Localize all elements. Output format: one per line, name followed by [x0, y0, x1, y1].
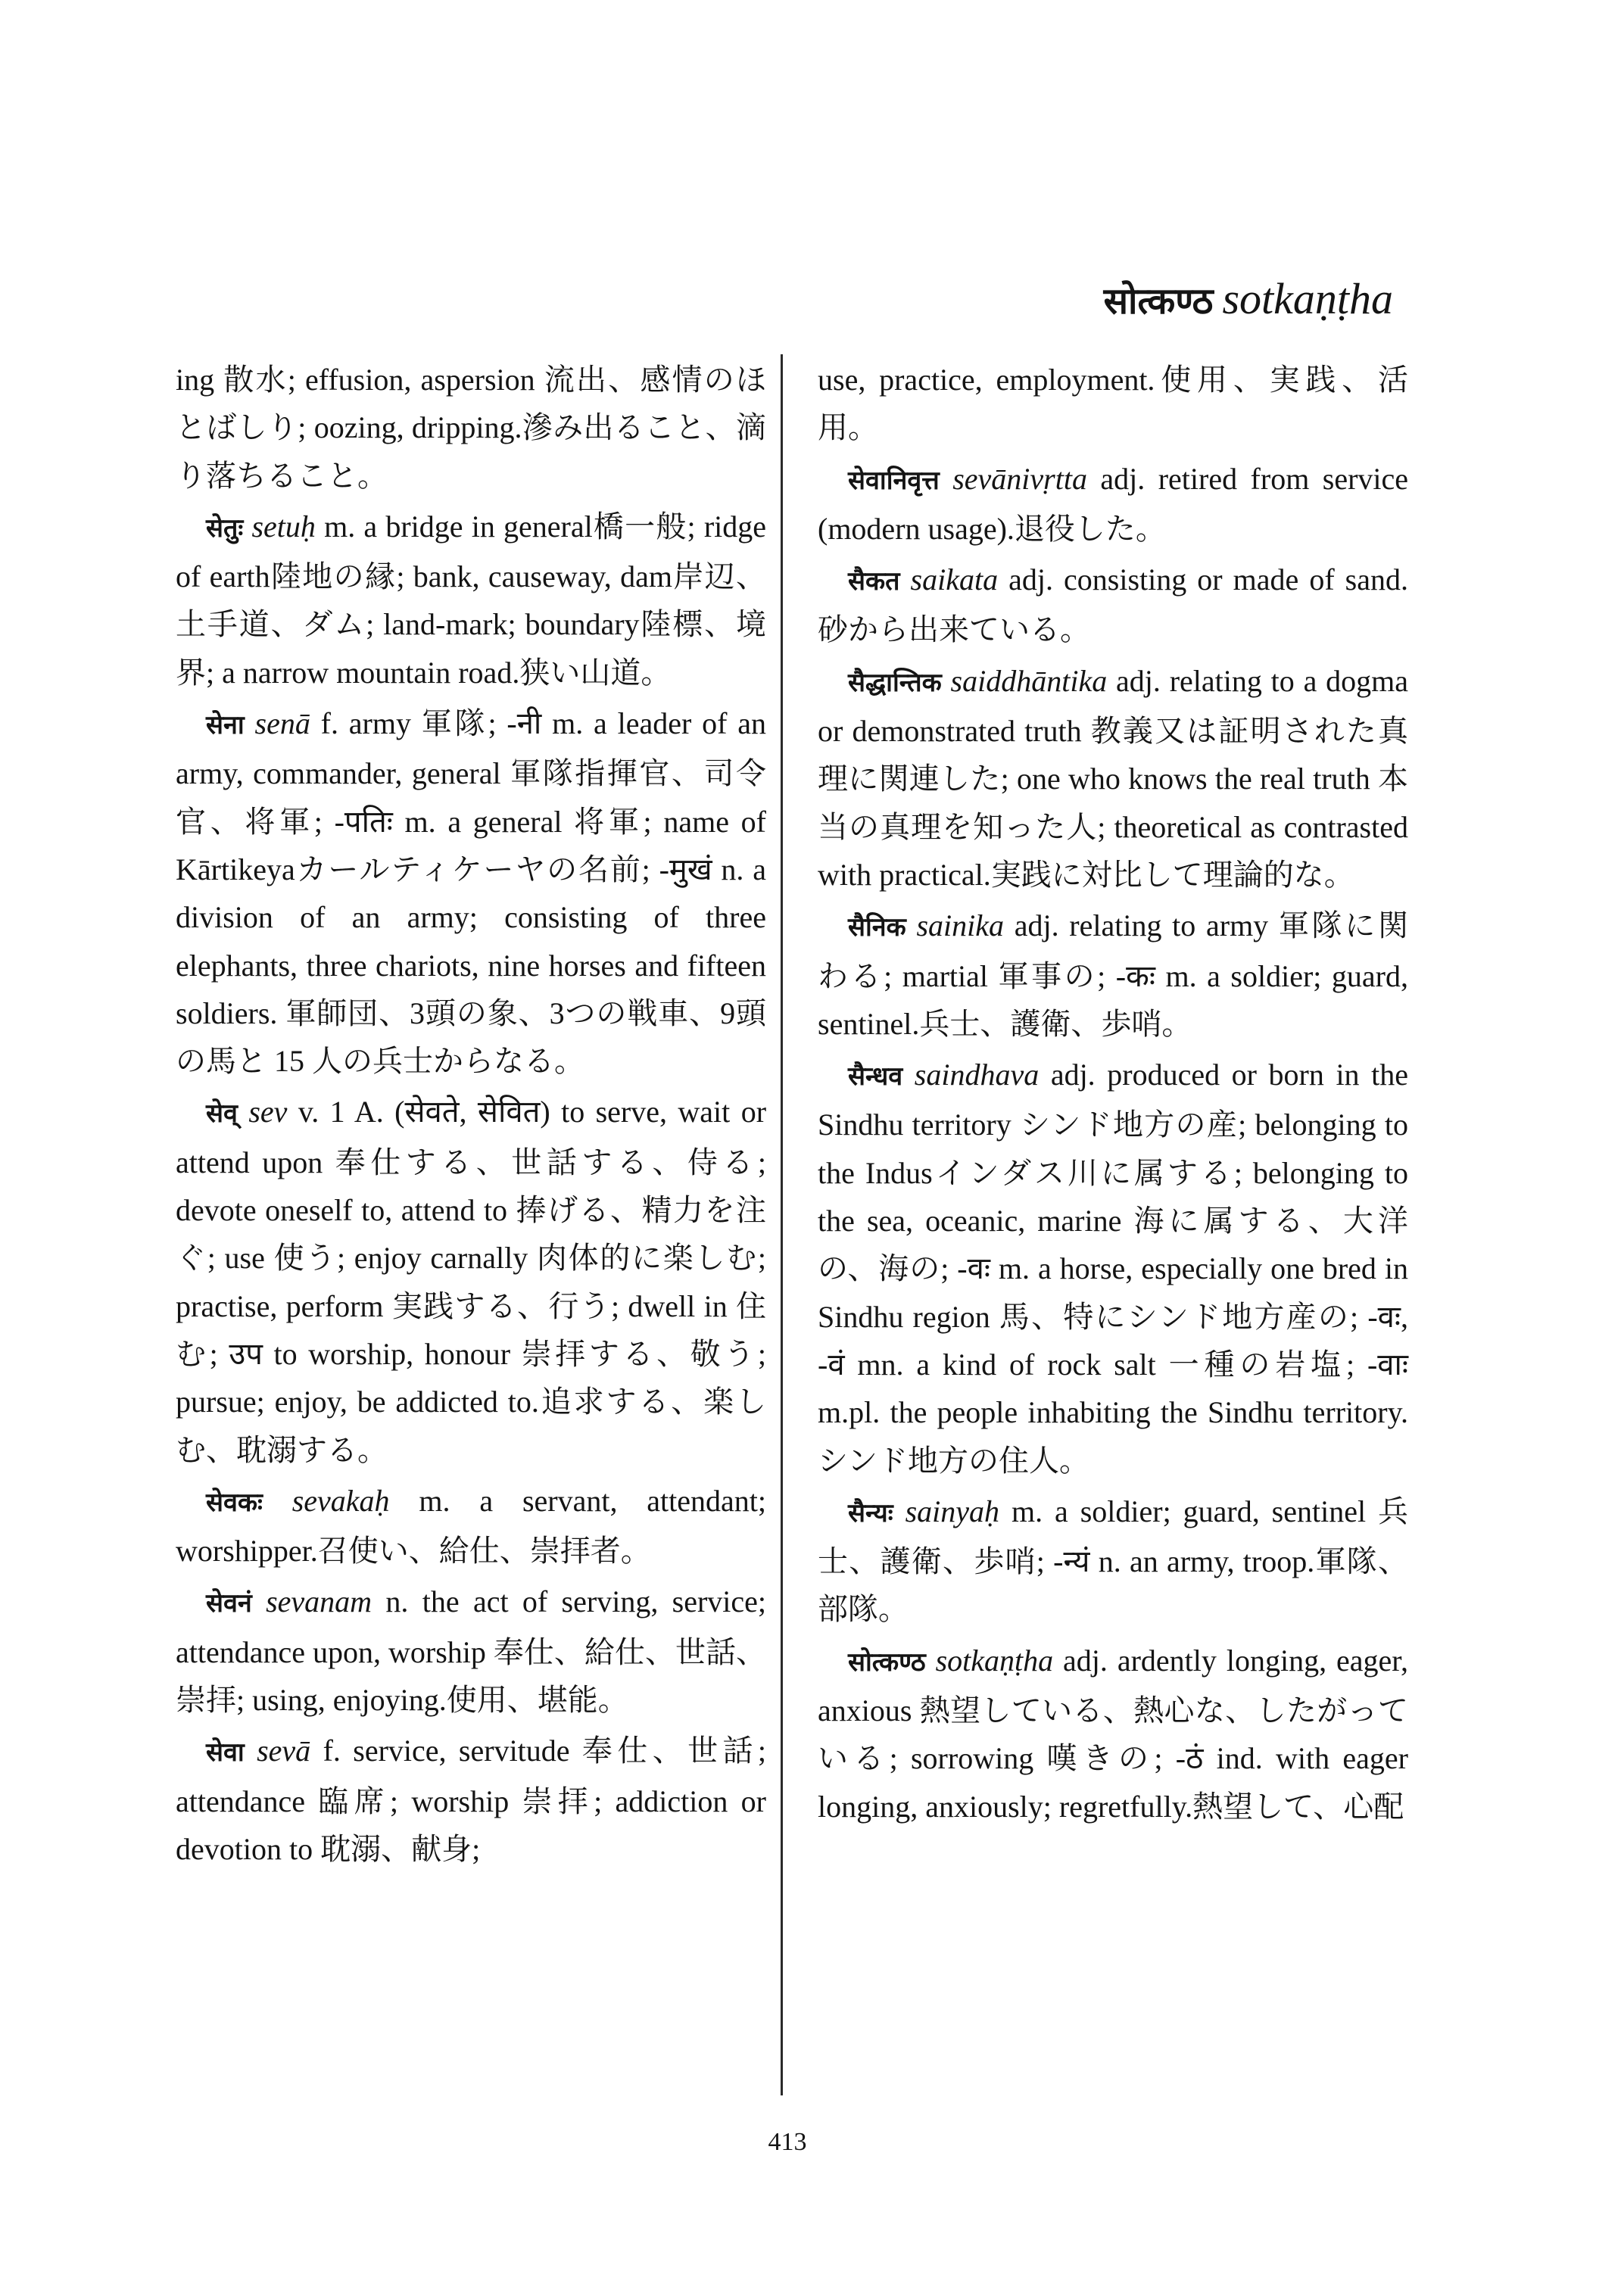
- page-number: 413: [768, 2128, 807, 2156]
- entry-saiddhantika: [818, 657, 1408, 899]
- entry-transliteration: saindhava: [914, 1058, 1040, 1092]
- entry-headword: सोत्कण्ठ: [848, 1647, 926, 1678]
- entry-continuation: [818, 356, 1408, 452]
- entry-headword: सेव्: [206, 1098, 238, 1129]
- entry-text: n. the act of serving, service; attendance upon, worship 奉仕、給仕、世話、崇拝; using, enjoying.使用、堪能。: [176, 1584, 767, 1718]
- entry-text: adj. consisting or made of sand.砂から出来ている。: [818, 562, 1409, 647]
- entry-text: f. army 軍隊; -नी m. a leader of an army, commander, general 軍隊指揮官、司令官、将軍; -पतिः m. a general 将軍; name of Kārtikeyaカールティケーヤの名前; -मुखं n. a division of an army; consisting of three elephants, three chariots, nine horses and fifteen soldiers. 軍師団、3頭の象、3つの戦車、9頭の馬と 15 人の兵士からなる。: [176, 706, 767, 1079]
- entry-headword: सैन्यः: [848, 1497, 893, 1528]
- entry-transliteration: sevanam: [266, 1584, 372, 1619]
- entry-transliteration: sainika: [916, 908, 1005, 943]
- entry-sainika: [818, 902, 1408, 1048]
- entry-transliteration: saikata: [910, 562, 999, 597]
- entry-sev: [176, 1088, 766, 1473]
- entry-transliteration: sevānivṛtta: [952, 461, 1087, 496]
- entry-text: adj. produced or born in the Sindhu territory シンド地方の産; belonging to the Indusインダス川に属する; belonging to the sea, oceanic, marine 海に属する、大洋の、海の; -वः m. a horse, especially one bred in Sindhu region 馬、特にシンド地方産の; -वः, -वं mn. a kind of rock salt 一種の岩塩; -वाः m.pl. the people inhabiting the Sindhu territory.シンド地方の住人。: [818, 1058, 1408, 1478]
- entry-text: adj. relating to a dogma or demonstrated truth 教義又は証明された真理に関連した; one who knows the real truth 本当の真理を知った人; theoretical as contrasted with practical.実践に対比して理論的な。: [818, 663, 1409, 892]
- left-column: [176, 356, 766, 1873]
- entry-text: f. service, servitude 奉仕、世話; attendance 臨席; worship 崇拝; addiction or devotion to 耽溺、献身;: [176, 1734, 766, 1866]
- entry-headword: सेना: [206, 710, 245, 741]
- entry-transliteration: sevā: [257, 1734, 311, 1768]
- running-header: [984, 269, 1393, 329]
- entry-headword: सैन्धव: [848, 1061, 903, 1092]
- entry-headword: सेवा: [206, 1737, 245, 1768]
- entry-text: use, practice, employment.使用、実践、活用。: [818, 363, 1408, 445]
- entry-transliteration: setuḥ: [251, 509, 316, 544]
- entry-saikata: [818, 556, 1408, 654]
- entry-seva: [176, 1727, 766, 1873]
- header-headword-roman: sotkaṇṭha: [1222, 274, 1393, 323]
- entry-headword: सेतुः: [206, 512, 244, 544]
- entry-saindhava: [818, 1051, 1408, 1485]
- entry-transliteration: sainyaḥ: [905, 1494, 999, 1528]
- entry-transliteration: sev: [248, 1095, 288, 1129]
- entry-headword: सेवानिवृत्त: [848, 465, 940, 496]
- entry-headword: सैद्धान्तिक: [848, 667, 942, 698]
- entry-text: adj. retired from service (modern usage).退役した。: [818, 461, 1409, 546]
- entry-setu: [176, 503, 766, 696]
- entry-headword: सैकत: [848, 566, 900, 597]
- entry-text: adj. relating to army 軍隊に関わる; martial 軍事の; -कः m. a soldier; guard, sentinel.兵士、護衛、歩哨。: [818, 908, 1408, 1041]
- entry-sevaka: [176, 1477, 766, 1575]
- entry-text: m. a soldier; guard, sentinel 兵士、護衛、歩哨; -न्यं n. an army, troop.軍隊、部隊。: [818, 1494, 1409, 1627]
- entry-sainya: [818, 1488, 1408, 1634]
- entry-text: m. a servant, attendant; worshipper.召使い、給仕、崇拝者。: [176, 1483, 767, 1569]
- right-column: [818, 356, 1408, 1830]
- entry-text: adj. ardently longing, eager, anxious 熱望している、熱心な、したがっている; sorrowing 嘆きの; -ठं ind. with eager longing, anxiously; regretfully.熱望して、心配: [818, 1643, 1408, 1824]
- entry-text: ing 散水; effusion, aspersion 流出、感情のほとばしり; oozing, dripping.滲み出ること、滴り落ちること。: [176, 363, 766, 493]
- entry-transliteration: senā: [254, 706, 310, 741]
- entry-sevanivrtta: [818, 455, 1408, 553]
- entry-headword: सैनिक: [848, 912, 906, 943]
- entry-transliteration: sevakaḥ: [291, 1483, 390, 1518]
- entry-sotkantha: [818, 1637, 1408, 1830]
- column-divider: [781, 354, 783, 2095]
- entry-continuation: [176, 356, 766, 500]
- entry-text: v. 1 A. (सेवते, सेवित) to serve, wait or attend upon 奉仕する、世話する、侍る; devote oneself to, attend to 捧げる、精力を注ぐ; use 使う; enjoy carnally 肉体的に楽しむ; practise, perform 実践する、行う; dwell in 住む; उप to worship, honour 崇拝する、敬う; pursue; enjoy, be addicted to.追求する、楽しむ、耽溺する。: [176, 1095, 767, 1467]
- entry-transliteration: sotkaṇṭha: [935, 1643, 1054, 1678]
- entry-sena: [176, 699, 766, 1085]
- entry-headword: सेवकः: [206, 1487, 263, 1518]
- entry-transliteration: saiddhāntika: [950, 663, 1108, 698]
- entry-text: m. a bridge in general橋一般; ridge of earth陸地の縁; bank, causeway, dam岸辺、土手道、ダム; land-mark; boundary陸標、境界; a narrow mountain road.狭い山道。: [176, 509, 767, 690]
- entry-sevana: [176, 1578, 766, 1724]
- entry-headword: सेवनं: [206, 1588, 252, 1619]
- header-headword-devanagari: सोत्कण्ठ: [1103, 280, 1214, 322]
